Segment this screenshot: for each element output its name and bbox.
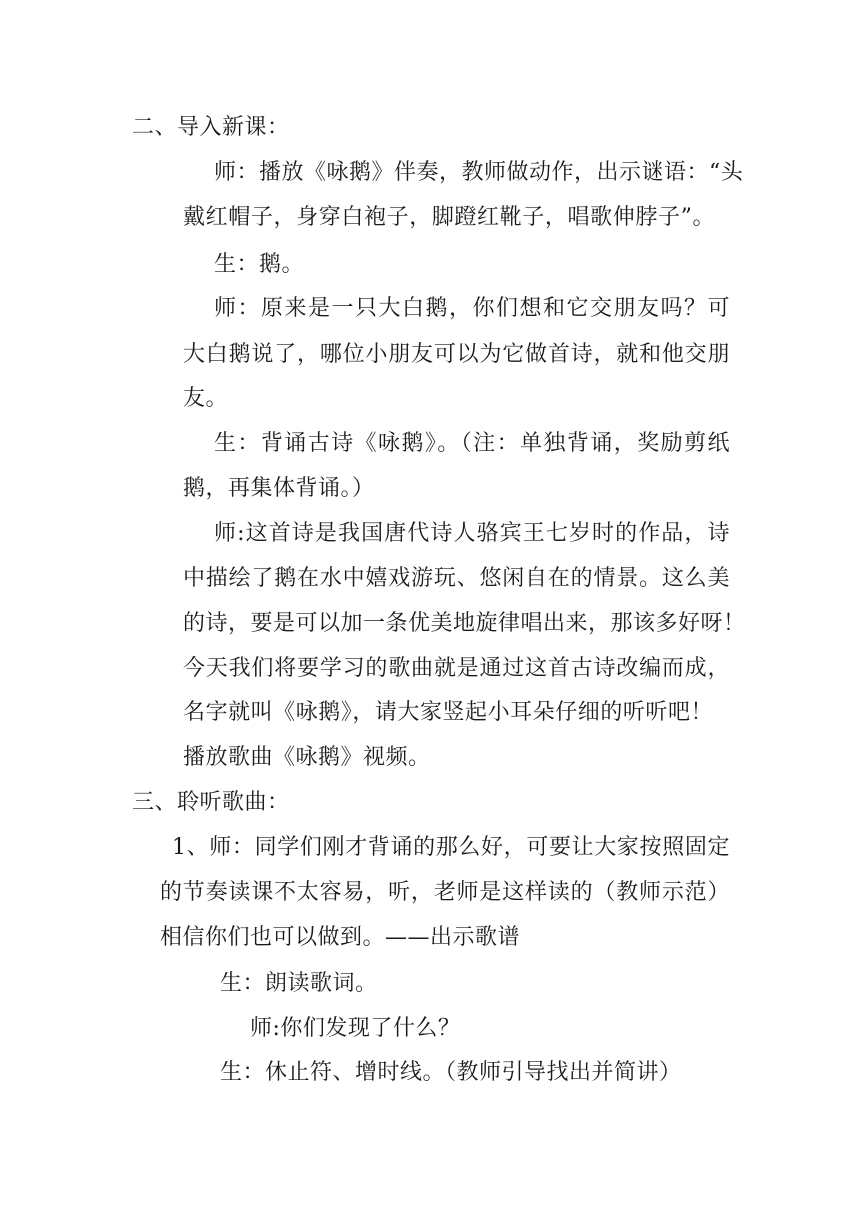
paragraph-line: 中描绘了鹅在水中嬉戏游玩、悠闲自在的情景。这么美 — [183, 566, 730, 591]
paragraph-line: 的节奏读课不太容易，听，老师是这样读的（教师示范） — [160, 880, 730, 905]
paragraph-line: 相信你们也可以做到。——出示歌谱 — [160, 925, 521, 950]
paragraph-line: 1、师：同学们刚才背诵的那么好，可要让大家按照固定 — [172, 835, 730, 860]
paragraph-line: 师:这首诗是我国唐代诗人骆宾王七岁时的作品，诗 — [214, 521, 730, 546]
paragraph-line: 名字就叫《咏鹅》，请大家竖起小耳朵仔细的听听吧！ — [183, 700, 713, 725]
paragraph-line: 生：朗读歌词。 — [220, 971, 378, 996]
paragraph-line: 生：休止符、增时线。（教师引导找出并简讲） — [220, 1060, 682, 1085]
paragraph-line: 师：原来是一只大白鹅，你们想和它交朋友吗？可 — [214, 296, 730, 321]
paragraph-line: 的诗，要是可以加一条优美地旋律唱出来，那该多好呀！ — [183, 611, 746, 636]
paragraph-line: 师：播放《咏鹅》伴奏，教师做动作，出示谜语：“头 — [214, 160, 744, 185]
paragraph-line: 生：背诵古诗《咏鹅》。（注：单独背诵，奖励剪纸 — [214, 431, 730, 456]
paragraph-line: 友。 — [183, 386, 229, 411]
section-heading-import: 二、导入新课： — [132, 115, 290, 140]
paragraph-line: 鹅，再集体背诵。） — [183, 476, 375, 501]
paragraph-line: 播放歌曲《咏鹅》视频。 — [183, 745, 431, 770]
paragraph-line: 师:你们发现了什么？ — [250, 1016, 461, 1041]
paragraph-line: 今天我们将要学习的歌曲就是通过这首古诗改编而成， — [183, 656, 730, 681]
paragraph-line: 戴红帽子，身穿白袍子，脚蹬红靴子，唱歌伸脖子”。 — [183, 205, 715, 230]
paragraph-line: 生：鹅。 — [214, 252, 305, 277]
paragraph-line: 大白鹅说了，哪位小朋友可以为它做首诗，就和他交朋 — [183, 342, 730, 367]
section-heading-listen: 三、聆听歌曲： — [132, 790, 290, 815]
